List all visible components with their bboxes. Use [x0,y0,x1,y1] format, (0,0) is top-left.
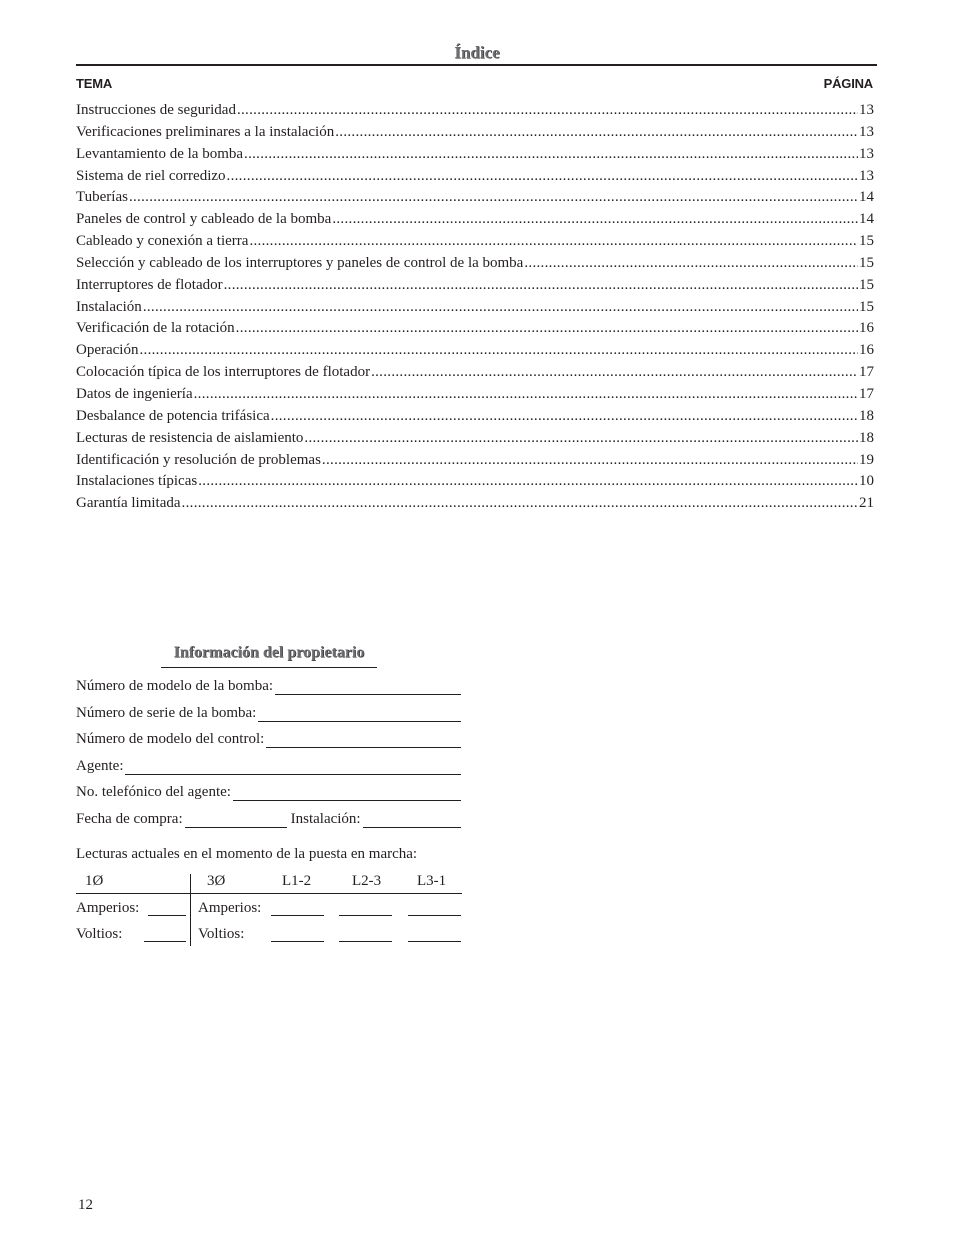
purchase-date-blank[interactable] [185,813,287,828]
toc-entry-page: 17 [859,385,874,402]
toc-leader-dots [139,340,858,362]
toc-entry-label: Desbalance de potencia trifásica [76,407,270,424]
toc-entry [76,100,874,122]
readings-column-divider [190,874,191,946]
install-label: Instalación: [290,811,361,827]
toc-entry [76,493,874,515]
toc-entry [76,450,874,472]
control-model-field [76,728,461,748]
toc-entry-page: 19 [859,451,874,468]
toc-leader-dots [335,122,858,144]
toc-entry-label: Garantía limitada [76,495,181,512]
toc-entry [76,406,874,428]
toc-leader-dots [143,297,858,319]
toc-leader-dots [371,362,858,384]
toc-entry [76,384,874,406]
toc-leader-dots [524,253,858,275]
toc-entry-page: 17 [859,364,874,381]
l12-header: L1-2 [282,873,312,889]
toc-entry-label: Interruptores de flotador [76,276,223,293]
toc-leader-dots [332,209,858,231]
toc-entry [76,471,874,493]
toc-entry-label: Colocación típica de los interruptores de flotador [76,364,371,381]
pump-serial-blank[interactable] [258,707,461,722]
toc-entry-page: 15 [859,298,874,315]
single-phase-header: 1Ø [85,873,104,889]
toc-entry-page: 15 [859,254,874,271]
toc-entry [76,297,874,319]
purchase-date-label: Fecha de compra: [76,811,183,827]
page-number: 12 [78,1197,93,1213]
agent-phone-field [76,781,461,801]
single-volts-blank[interactable] [144,941,186,942]
toc-entry-label: Sistema de riel corredizo [76,167,226,184]
toc-leader-dots [129,187,858,209]
l23-volts-blank[interactable] [339,941,392,942]
single-volts-label: Voltios: [76,926,123,942]
toc-entry-label: Cableado y conexión a tierra [76,233,249,250]
toc-column-page: PÁGINA [823,76,873,91]
toc-entry-page: 10 [859,473,874,490]
readings-title: Lecturas actuales en el momento de la puesta en marcha: [76,846,418,862]
single-amps-blank[interactable] [148,915,186,916]
toc-entry [76,122,874,144]
toc-entry-page: 13 [859,123,874,140]
l23-header: L2-3 [352,873,382,889]
toc-entry-page: 15 [859,233,874,250]
toc-entry-label: Tuberías [76,189,128,206]
toc-leader-dots [249,231,858,253]
agent-field [76,755,461,775]
readings-header-rule [76,893,462,894]
toc-entry-label: Instalaciones típicas [76,473,198,490]
agent-blank[interactable] [125,760,461,775]
l31-volts-blank[interactable] [408,941,461,942]
agent-label: Agente: [76,758,124,774]
toc-entry [76,362,874,384]
toc-entry-page: 16 [859,342,874,359]
toc-leader-dots [224,275,858,297]
toc-leader-dots [198,471,858,493]
toc-leader-dots [271,406,858,428]
install-blank[interactable] [363,813,461,828]
toc-entry-page: 14 [859,211,874,228]
toc-entry-page: 18 [859,407,874,424]
toc-leader-dots [194,384,858,406]
toc-entry [76,275,874,297]
toc-entry-label: Instalación [76,298,142,315]
toc-leader-dots [227,166,858,188]
pump-model-blank[interactable] [275,680,461,695]
three-amps-label: Amperios: [198,900,262,916]
l31-amps-blank[interactable] [408,915,461,916]
toc-entry [76,318,874,340]
toc-leader-dots [236,318,858,340]
toc-entry-label: Datos de ingeniería [76,385,193,402]
toc-entry [76,231,874,253]
toc-leader-dots [304,428,858,450]
pump-serial-label: Número de serie de la bomba: [76,705,257,721]
single-amps-label: Amperios: [76,900,140,916]
toc-entry [76,209,874,231]
toc-leader-dots [182,493,858,515]
agent-phone-blank[interactable] [233,786,461,801]
three-volts-label: Voltios: [198,926,245,942]
toc-leader-dots [237,100,858,122]
toc-entry-label: Verificaciones preliminares a la instalación [76,123,335,140]
toc-entry [76,187,874,209]
toc-entry-label: Operación [76,342,139,359]
l12-volts-blank[interactable] [271,941,324,942]
l12-amps-blank[interactable] [271,915,324,916]
toc-entry-label: Paneles de control y cableado de la bomba [76,211,332,228]
owner-info-title: Información del propietario [173,644,365,661]
toc-entry [76,166,874,188]
toc-entry-page: 13 [859,145,874,162]
three-phase-header: 3Ø [207,873,226,889]
toc-entry-label: Verificación de la rotación [76,320,235,337]
toc-entry-label: Lecturas de resistencia de aislamiento [76,429,304,446]
toc-entry [76,253,874,275]
toc-entry-page: 16 [859,320,874,337]
l31-header: L3-1 [417,873,447,889]
toc-entry [76,144,874,166]
toc-entry-page: 13 [859,102,874,118]
toc-column-topic: TEMA [76,76,113,91]
pump-model-label: Número de modelo de la bomba: [76,678,274,694]
toc-entry-label: Selección y cableado de los interruptores y paneles de control de la bomba [76,254,524,271]
title-divider [76,64,877,66]
control-model-label: Número de modelo del control: [76,731,265,747]
control-model-blank[interactable] [266,733,461,748]
owner-title-underline [161,667,377,668]
toc-entry-label: Identificación y resolución de problemas [76,451,321,468]
toc-entry-page: 13 [859,167,874,184]
toc-entry-label: Instrucciones de seguridad [76,102,236,118]
agent-phone-label: No. telefónico del agente: [76,784,231,800]
toc-entry-page: 15 [859,276,874,293]
toc-leader-dots [322,450,858,472]
toc-entry [76,340,874,362]
pump-serial-field [76,702,461,722]
toc-entry-page: 21 [859,495,874,512]
purchase-install-field [76,808,461,828]
toc-entry-page: 14 [859,189,874,206]
table-of-contents [76,100,874,515]
toc-leader-dots [244,144,858,166]
readings-table [76,872,462,946]
page-title: Índice [454,43,500,62]
pump-model-field [76,675,461,695]
toc-entry-label: Levantamiento de la bomba [76,145,244,162]
l23-amps-blank[interactable] [339,915,392,916]
toc-entry [76,428,874,450]
toc-entry-page: 18 [859,429,874,446]
